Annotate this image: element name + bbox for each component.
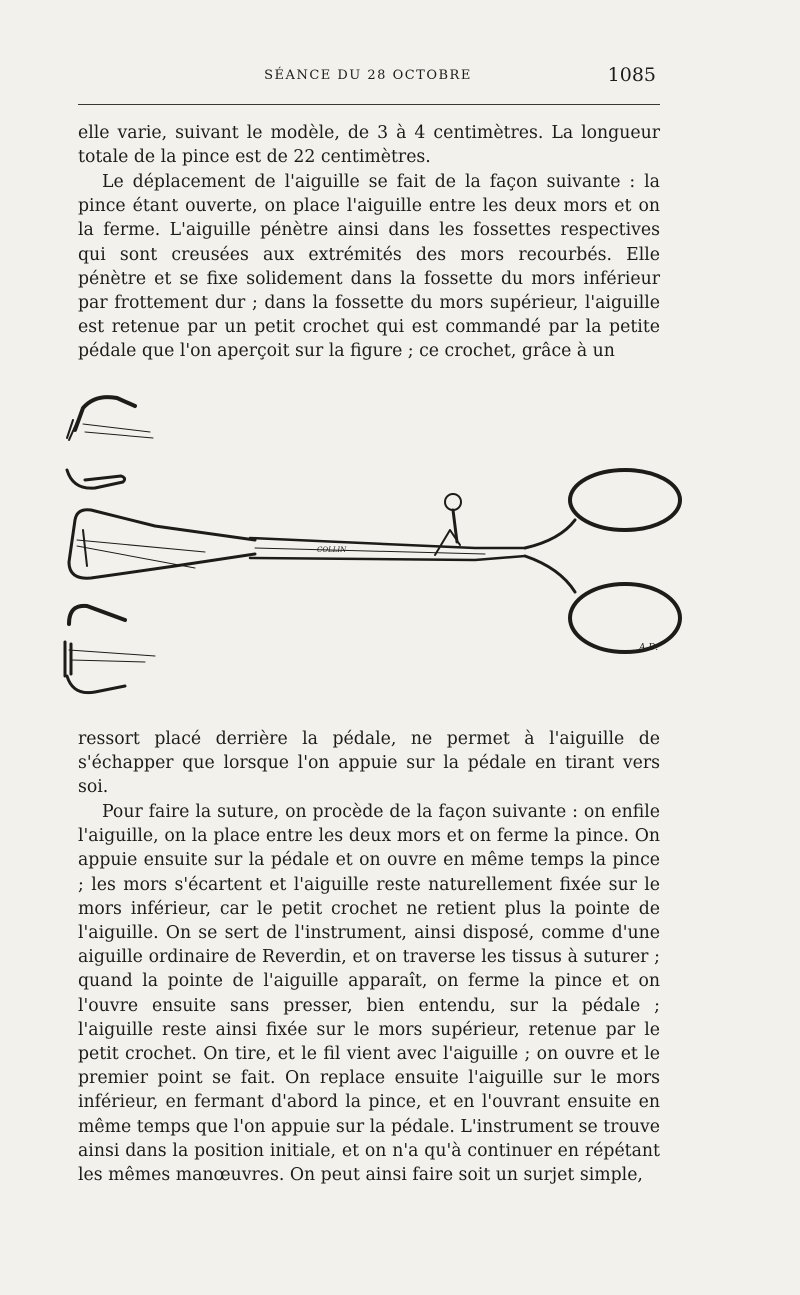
page-header <box>78 62 658 92</box>
suture-forceps-illustration <box>55 380 685 710</box>
maker-mark: COLLIN <box>317 546 347 554</box>
jaw-detail-1 <box>67 397 153 440</box>
instrument-figure <box>55 380 685 710</box>
paragraph-continuation: elle varie, suivant le modèle, de 3 à 4 centimètres. La longueur totale de la pince est de 22 centimètres. <box>78 123 660 168</box>
paragraph-spring: ressort placé derrière la pédale, ne permet à l'aiguille de s'échapper que lorsque l'on appuie sur la pédale en tirant vers soi. <box>78 729 660 798</box>
forceps-handles <box>525 470 680 652</box>
running-title: SÉANCE DU 28 OCTOBRE <box>264 68 472 83</box>
page-number: 1085 <box>607 64 656 86</box>
forceps-jaws <box>69 510 255 578</box>
jaw-detail-2 <box>67 470 125 488</box>
paragraph-procedure: Pour faire la suture, on procède de la façon suivante : on enfile l'aiguille, on la place entre les deux mors et on ferme la pince. On appuie ensuite sur la pédale et on ouvre en même temps la pince ; les mors s'écartent et l'aiguille reste naturellement fixée sur le mors inférieur, car le petit crochet ne retient plus la pointe de l'aiguille. On se sert de l'instrument, ainsi disposé, comme d'une aiguille ordinaire de Reverdin, et on traverse les tissus à suturer ; quand la pointe de l'aiguille apparaît, on ferme la pince et on l'ouvre ensuite sans presser, bien entendu, sur la pédale ; l'aiguille reste ainsi fixée sur le mors supérieur, retenue par le petit crochet. On tire, et le fil vient avec l'aiguille ; on ouvre et le premier point se fait. On replace ensuite l'aiguille sur le mors inférieur, en fermant d'abord la pince, et en l'ouvrant ensuite en même temps que l'on appuie sur la pédale. L'instrument se trouve ainsi dans la position initiale, et on n'a qu'à continuer en répétant les mêmes manœuvres. On peut ainsi faire soit un surjet simple, <box>78 802 660 1186</box>
header-rule <box>78 104 660 105</box>
paragraph-needle-movement: Le déplacement de l'aiguille se fait de la façon suivante : la pince étant ouverte, on place l'aiguille entre les deux mors et on la ferme. L'aiguille pénètre ainsi dans les fossettes respectives qui sont creusées aux extrémités des mors recourbés. Elle pénètre et se fixe solidement dans la fossette du mors inférieur par frottement dur ; dans la fossette du mors supérieur, l'aiguille est retenue par un petit crochet qui est commandé par la petite pédale que l'on aperçoit sur la figure ; ce crochet, grâce à un <box>78 172 660 362</box>
jaw-detail-3 <box>69 606 125 624</box>
jaw-detail-4 <box>65 642 155 693</box>
engraver-signature: A.D. <box>639 643 659 653</box>
forceps-shaft <box>250 494 525 560</box>
